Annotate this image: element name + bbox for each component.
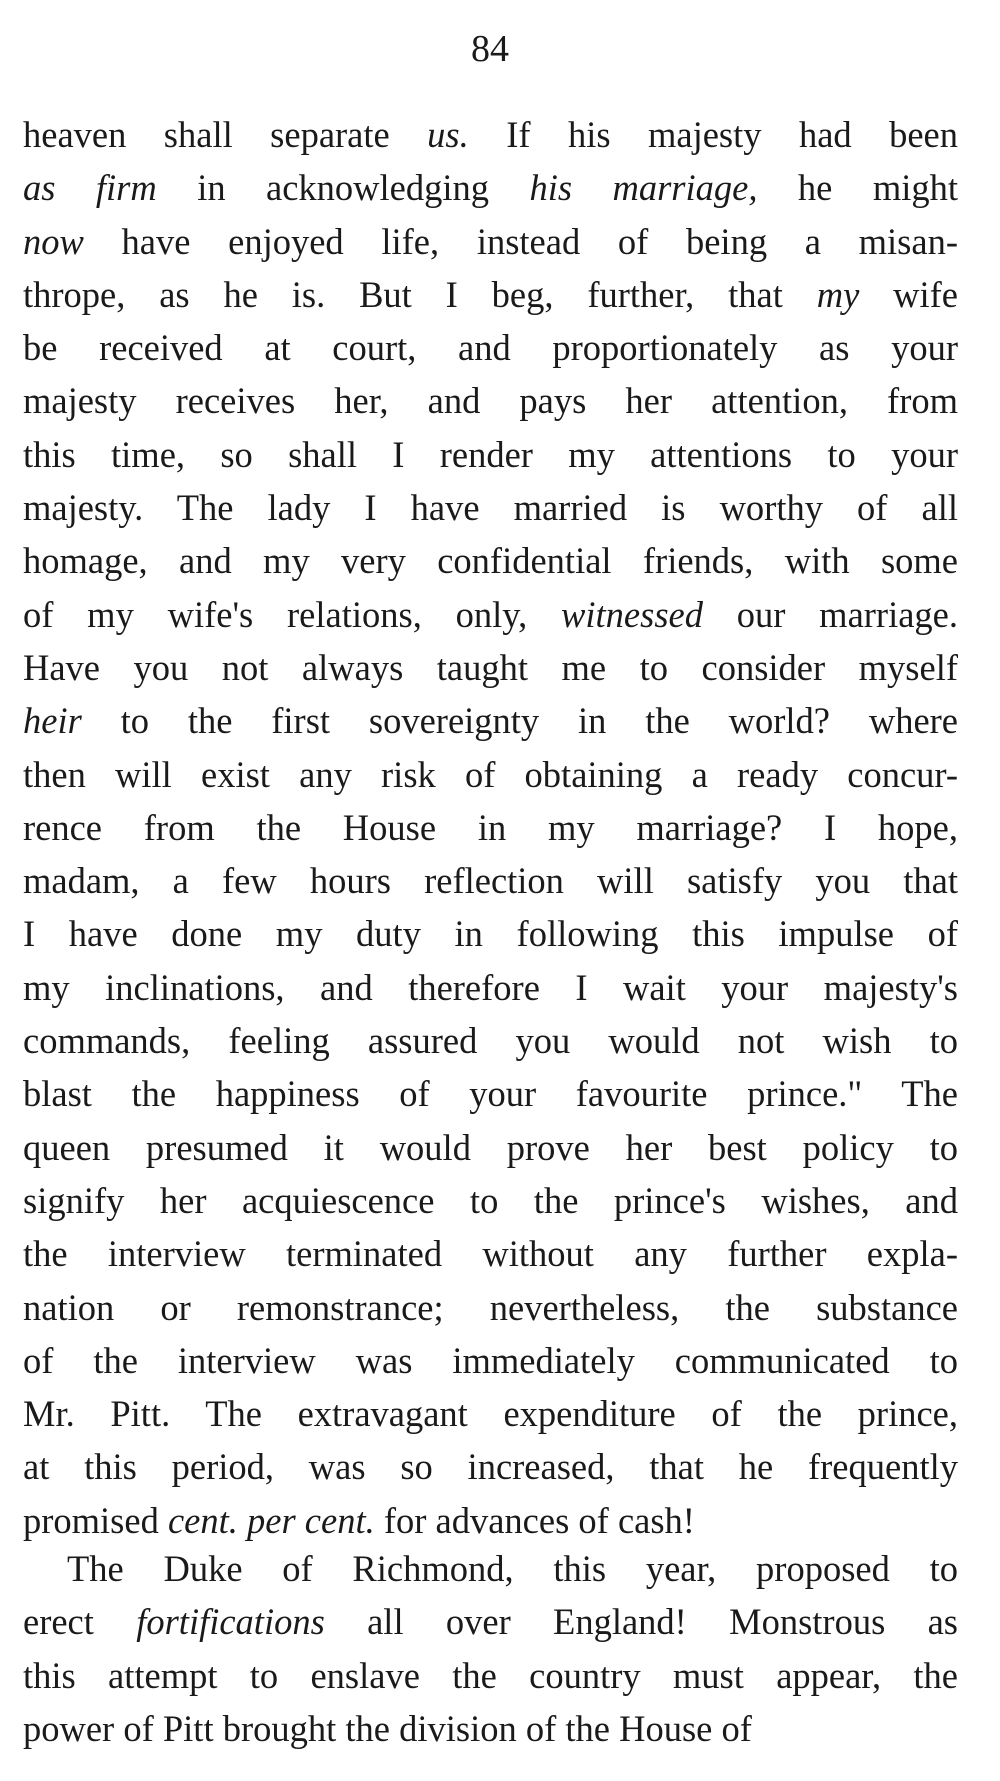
text-run: rence from the House in my marriage? I hope, bbox=[23, 806, 958, 848]
text-run: majesty receives her, and pays her attention, from bbox=[23, 380, 958, 422]
text-line bbox=[23, 854, 958, 907]
text-run: the interview terminated without any further expla- bbox=[23, 1233, 958, 1275]
text-line bbox=[23, 1121, 958, 1174]
text-run: this attempt to enslave the country must appear, the bbox=[23, 1654, 958, 1696]
text-line bbox=[23, 907, 958, 960]
text-line bbox=[23, 961, 958, 1014]
text-run: at this period, was so increased, that he frequently bbox=[23, 1446, 958, 1488]
text-run: this time, so shall I render my attentions to your bbox=[23, 433, 958, 475]
text-line bbox=[23, 748, 958, 801]
text-line bbox=[23, 161, 958, 214]
text-run: then will exist any risk of obtaining a ready concur- bbox=[23, 753, 958, 795]
text-run: signify her acquiescence to the prince's wishes, and bbox=[23, 1179, 958, 1221]
text-line bbox=[23, 1174, 958, 1227]
text-line bbox=[23, 1334, 958, 1387]
text-run: madam, a few hours reflection will satisfy you that bbox=[23, 860, 958, 902]
text-line bbox=[23, 1440, 958, 1493]
text-run: Have you not always taught me to consider myself bbox=[23, 646, 958, 688]
italic-text-run: as firm bbox=[23, 167, 157, 209]
italic-text-run: cent. per cent. bbox=[167, 1499, 375, 1541]
text-line bbox=[23, 374, 958, 427]
text-run: wife bbox=[859, 273, 958, 315]
italic-text-run: us. bbox=[427, 114, 469, 155]
text-line bbox=[23, 1702, 958, 1755]
text-line bbox=[23, 1281, 958, 1334]
text-line bbox=[23, 641, 958, 694]
text-run: If his majesty had been bbox=[468, 114, 958, 155]
text-run: thrope, as he is. But I beg, further, that bbox=[23, 273, 817, 315]
text-run: power of Pitt brought the division of the House of bbox=[23, 1707, 752, 1749]
text-run: queen presumed it would prove her best policy to bbox=[23, 1126, 958, 1168]
text-line bbox=[23, 268, 958, 321]
text-line bbox=[23, 801, 958, 854]
text-line bbox=[23, 1649, 958, 1702]
text-run: of my wife's relations, only, bbox=[23, 593, 562, 635]
italic-text-run: my bbox=[816, 273, 860, 315]
text-line bbox=[23, 1014, 958, 1067]
text-run: nation or remonstrance; nevertheless, the substance bbox=[23, 1286, 958, 1328]
text-line bbox=[23, 321, 958, 374]
text-run: heaven shall separate bbox=[23, 114, 428, 155]
text-run: The Duke of Richmond, this year, proposed to bbox=[67, 1548, 958, 1589]
text-run: my inclinations, and therefore I wait your majesty's bbox=[23, 966, 958, 1008]
page-number: 84 bbox=[471, 28, 509, 70]
text-run: homage, and my very confidential friends, with some bbox=[23, 540, 958, 582]
text-run: be received at court, and proportionately as your bbox=[23, 327, 958, 369]
text-run: he might bbox=[757, 167, 958, 209]
text-run: all over England! Monstrous as bbox=[324, 1601, 958, 1643]
text-line bbox=[23, 534, 958, 587]
italic-text-run: fortifications bbox=[136, 1601, 325, 1643]
italic-text-run: heir bbox=[23, 700, 82, 742]
text-line bbox=[23, 694, 958, 747]
text-line bbox=[23, 1067, 958, 1120]
italic-text-run: witnessed bbox=[561, 593, 703, 635]
text-run: have enjoyed life, instead of being a misan- bbox=[83, 220, 958, 262]
text-run: commands, feeling assured you would not wish to bbox=[23, 1020, 958, 1062]
text-run: blast the happiness of your favourite prince." The bbox=[23, 1073, 958, 1115]
text-run: promised bbox=[23, 1499, 168, 1541]
text-run: I have done my duty in following this impulse of bbox=[23, 913, 958, 955]
italic-text-run: now bbox=[23, 220, 84, 262]
text-line bbox=[23, 1595, 958, 1648]
text-run: our marriage. bbox=[702, 593, 958, 635]
text-line bbox=[23, 1227, 958, 1280]
text-line bbox=[23, 1542, 958, 1595]
text-run: majesty. The lady I have married is worthy of all bbox=[23, 487, 958, 529]
paragraph-1 bbox=[23, 108, 958, 1547]
italic-text-run: his marriage, bbox=[529, 167, 758, 209]
text-line bbox=[23, 1494, 958, 1547]
text-run: in acknowledging bbox=[156, 167, 530, 209]
text-run: to the first sovereignty in the world? where bbox=[81, 700, 958, 742]
text-line bbox=[23, 215, 958, 268]
text-run: Mr. Pitt. The extravagant expenditure of the prince, bbox=[23, 1393, 958, 1435]
text-run: erect bbox=[23, 1601, 137, 1643]
text-line bbox=[23, 481, 958, 534]
text-run: for advances of cash! bbox=[374, 1499, 695, 1541]
text-line bbox=[23, 428, 958, 481]
text-run: of the interview was immediately communicated to bbox=[23, 1339, 958, 1381]
text-line bbox=[23, 588, 958, 641]
text-line bbox=[23, 1387, 958, 1440]
paragraph-2 bbox=[23, 1542, 958, 1755]
text-line bbox=[23, 108, 958, 161]
